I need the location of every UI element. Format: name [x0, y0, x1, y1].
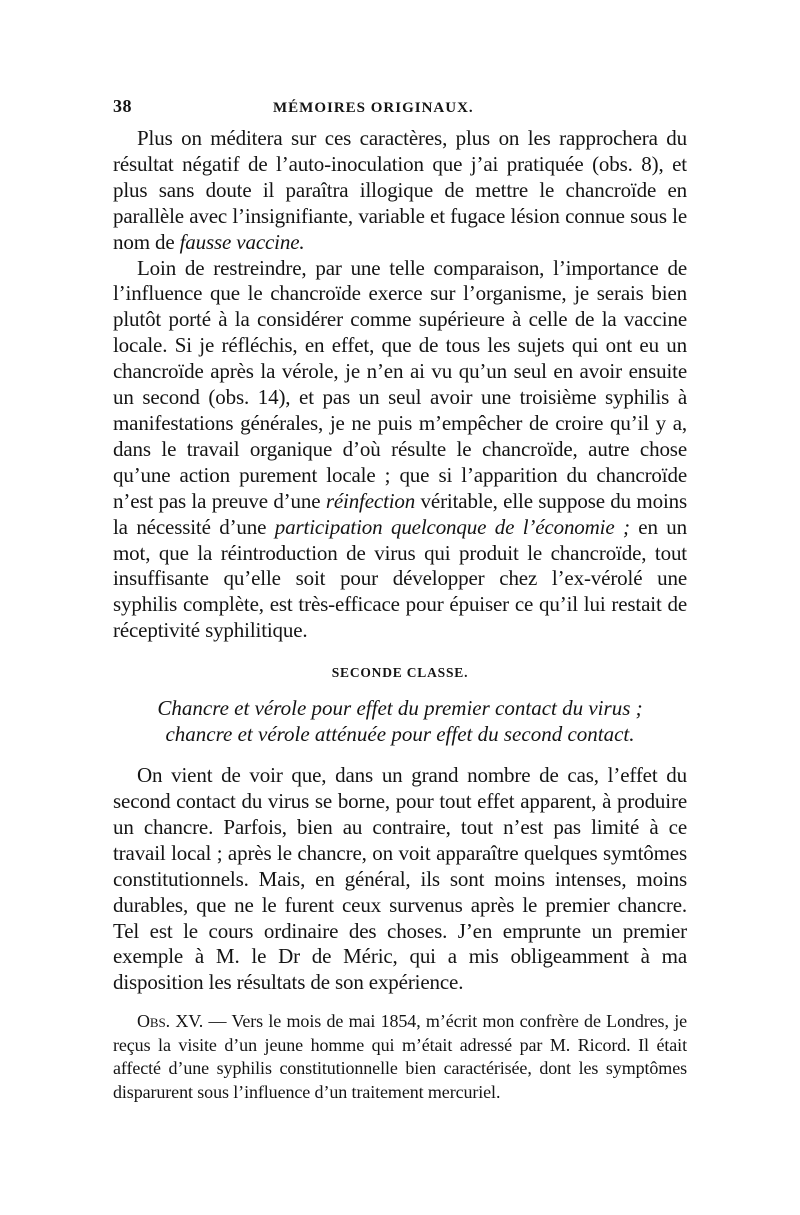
- running-head: [113, 96, 687, 126]
- paragraph-2-text-a: Loin de restreindre, par une telle comparaison, l’importance de l’influence que le chancroïde exerce sur l’organisme, je serais bien plutôt porté à la considérer comme supérieure à celle de la vaccine locale. Si je réfléchis, en effet, que de tous les sujets qui ont eu un chancroïde après la vérole, je n’en ai vu qu’un seul en avoir ensuite un second (obs. 14), et pas un seul avoir une troisième syphilis à manifestations générales, je ne puis m’empêcher de croire qu’il y a, dans le travail organique d’où résulte le chancroïde, autre chose qu’une action purement locale ; que si l’apparition du chancroïde n’est pas la preuve d’une: [113, 255, 687, 513]
- paragraph-1-italic-a: fausse vaccine.: [179, 229, 305, 254]
- paragraph-2-text-c: en un mot, que la réintroduction de virus qui produit le chancroïde, tout insuffisante qu’elle soit pour développer chez l’ex-vérolé une syphilis complète, est très-efficace pour épuiser ce qu’il lui restait de réceptivité syphilitique.: [113, 514, 687, 643]
- observation-note: [113, 1010, 687, 1104]
- section-subtitle: [113, 695, 687, 747]
- section-subtitle-line-2: chancre et vérole atténuée pour effet du second contact.: [165, 722, 635, 747]
- page-number: 38: [113, 96, 132, 116]
- paragraph-3: [113, 763, 687, 996]
- paragraph-3-text-a: On vient de voir que, dans un grand nombre de cas, l’effet du second contact du virus se borne, pour tout effet apparent, à produire un chancre. Parfois, bien au contraire, tout n’est pas limité à ce travail local ; après le chancre, on voit apparaître quelques symtômes constitutionnels. Mais, en général, ils sont moins intenses, moins durables, que ne le furent ceux survenus après le premier chancre. Tel est le cours ordinaire des choses. J’en emprunte un premier exemple à M. le Dr de Méric, qui a mis obligeamment à ma disposition les résultats de son expérience.: [113, 763, 687, 995]
- section-subtitle-line-1: Chancre et vérole pour effet du premier contact du virus ;: [157, 696, 643, 721]
- paragraph-2-text-b: véritable, elle suppose du moins la nécessité d’une: [113, 488, 687, 539]
- observation-text: — Vers le mois de mai 1854, m’écrit mon confrère de Londres, je reçus la visite d’un jeune homme qui m’était adressé par M. Ricord. Il était affecté d’une syphilis constitutionnelle bien caractérisée, dont les symptômes disparurent sous l’influence d’un traitement mercuriel.: [113, 1011, 687, 1102]
- running-title: MÉMOIRES ORIGINAUX.: [273, 100, 474, 116]
- paragraph-1-text-a: Plus on méditera sur ces caractères, plus on les rapprochera du résultat négatif de l’auto-inoculation que j’ai pratiquée (obs. 8), et plus sans doute il paraîtra illogique de mettre le chancroïde en parallèle avec l’insignifiante, variable et fugace lésion connue sous le nom de: [113, 126, 687, 254]
- section-heading: SECONDE CLASSE.: [331, 665, 469, 681]
- book-page: [113, 96, 687, 1104]
- paragraph-1: [113, 126, 687, 256]
- paragraph-2-italic-a: réinfection: [325, 488, 416, 513]
- observation-label: Obs. XV.: [137, 1011, 204, 1032]
- paragraph-2: [113, 256, 687, 645]
- paragraph-2-italic-b: participation quelconque de l’économie ;: [274, 514, 630, 539]
